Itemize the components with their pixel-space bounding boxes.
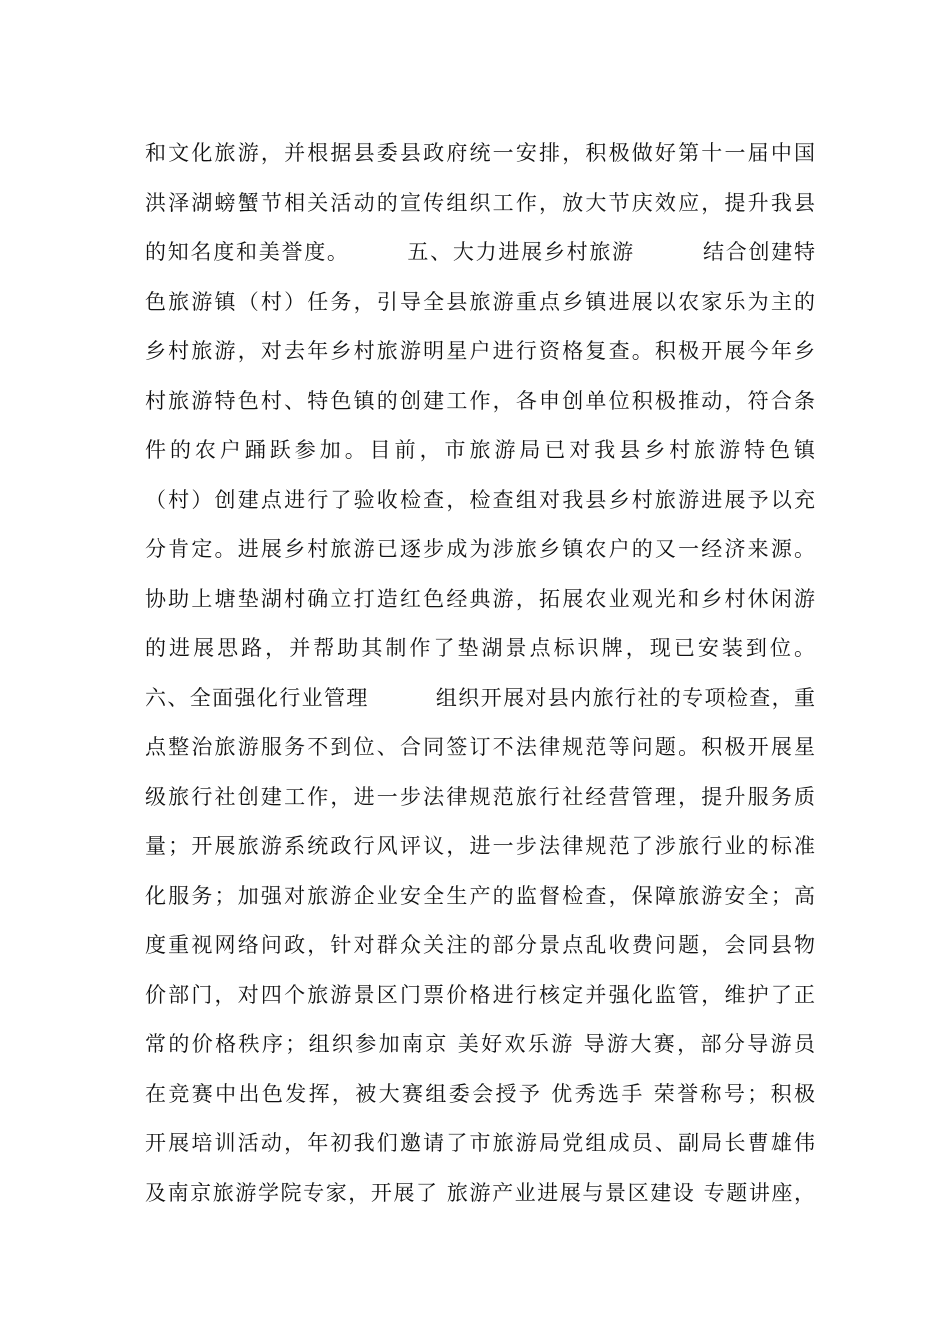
- text-line: 化服务；加强对旅游企业安全生产的监督检查，保障旅游安全；高: [145, 883, 815, 908]
- text-line: 洪泽湖螃蟹节相关活动的宣传组织工作，放大节庆效应，提升我县: [145, 190, 815, 215]
- text-line: 量；开展旅游系统政行风评议，进一步法律规范了涉旅行业的标准: [145, 834, 815, 858]
- text-line: 在竞赛中出色发挥，被大赛组委会授予 优秀选手 荣誉称号；积极: [145, 1081, 815, 1106]
- text-line: 分肯定。进展乡村旅游已逐步成为涉旅乡镇农户的又一经济来源。: [145, 537, 815, 561]
- text-line: 的知名度和美誉度。 五、大力进展乡村旅游 结合创建特: [145, 240, 815, 264]
- body-text: [145, 133, 815, 1222]
- text-line: 乡村旅游，对去年乡村旅游明星户进行资格复查。积极开展今年乡: [145, 339, 815, 363]
- text-line: 点整治旅游服务不到位、合同签订不法律规范等问题。积极开展星: [145, 735, 815, 759]
- text-line: 村旅游特色村、特色镇的创建工作，各申创单位积极推动，符合条: [145, 388, 815, 413]
- text-line: 常的价格秩序；组织参加南京 美好欢乐游 导游大赛，部分导游员: [145, 1032, 815, 1056]
- text-line: 和文化旅游，并根据县委县政府统一安排，积极做好第十一届中国: [145, 141, 815, 165]
- text-line: 的进展思路，并帮助其制作了垫湖景点标识牌，现已安装到位。: [145, 636, 815, 660]
- text-line: 级旅行社创建工作，进一步法律规范旅行社经营管理，提升服务质: [145, 784, 815, 809]
- text-line: 开展培训活动，年初我们邀请了市旅游局党组成员、副局长曹雄伟: [145, 1131, 815, 1155]
- text-line: 协助上塘垫湖村确立打造红色经典游，拓展农业观光和乡村休闲游: [145, 586, 815, 611]
- text-line: 色旅游镇（村）任务，引导全县旅游重点乡镇进展以农家乐为主的: [145, 289, 815, 314]
- text-line: 度重视网络问政，针对群众关注的部分景点乱收费问题，会同县物: [145, 933, 815, 957]
- text-line: 及南京旅游学院专家，开展了 旅游产业进展与景区建设 专题讲座，: [145, 1180, 815, 1205]
- text-line: 件的农户踊跃参加。目前，市旅游局已对我县乡村旅游特色镇: [145, 438, 815, 462]
- text-line: 六、全面强化行业管理 组织开展对县内旅行社的专项检查，重: [145, 685, 815, 710]
- text-line: 价部门，对四个旅游景区门票价格进行核定并强化监管，维护了正: [145, 982, 815, 1007]
- text-line: （村）创建点进行了验收检查，检查组对我县乡村旅游进展予以充: [145, 487, 815, 512]
